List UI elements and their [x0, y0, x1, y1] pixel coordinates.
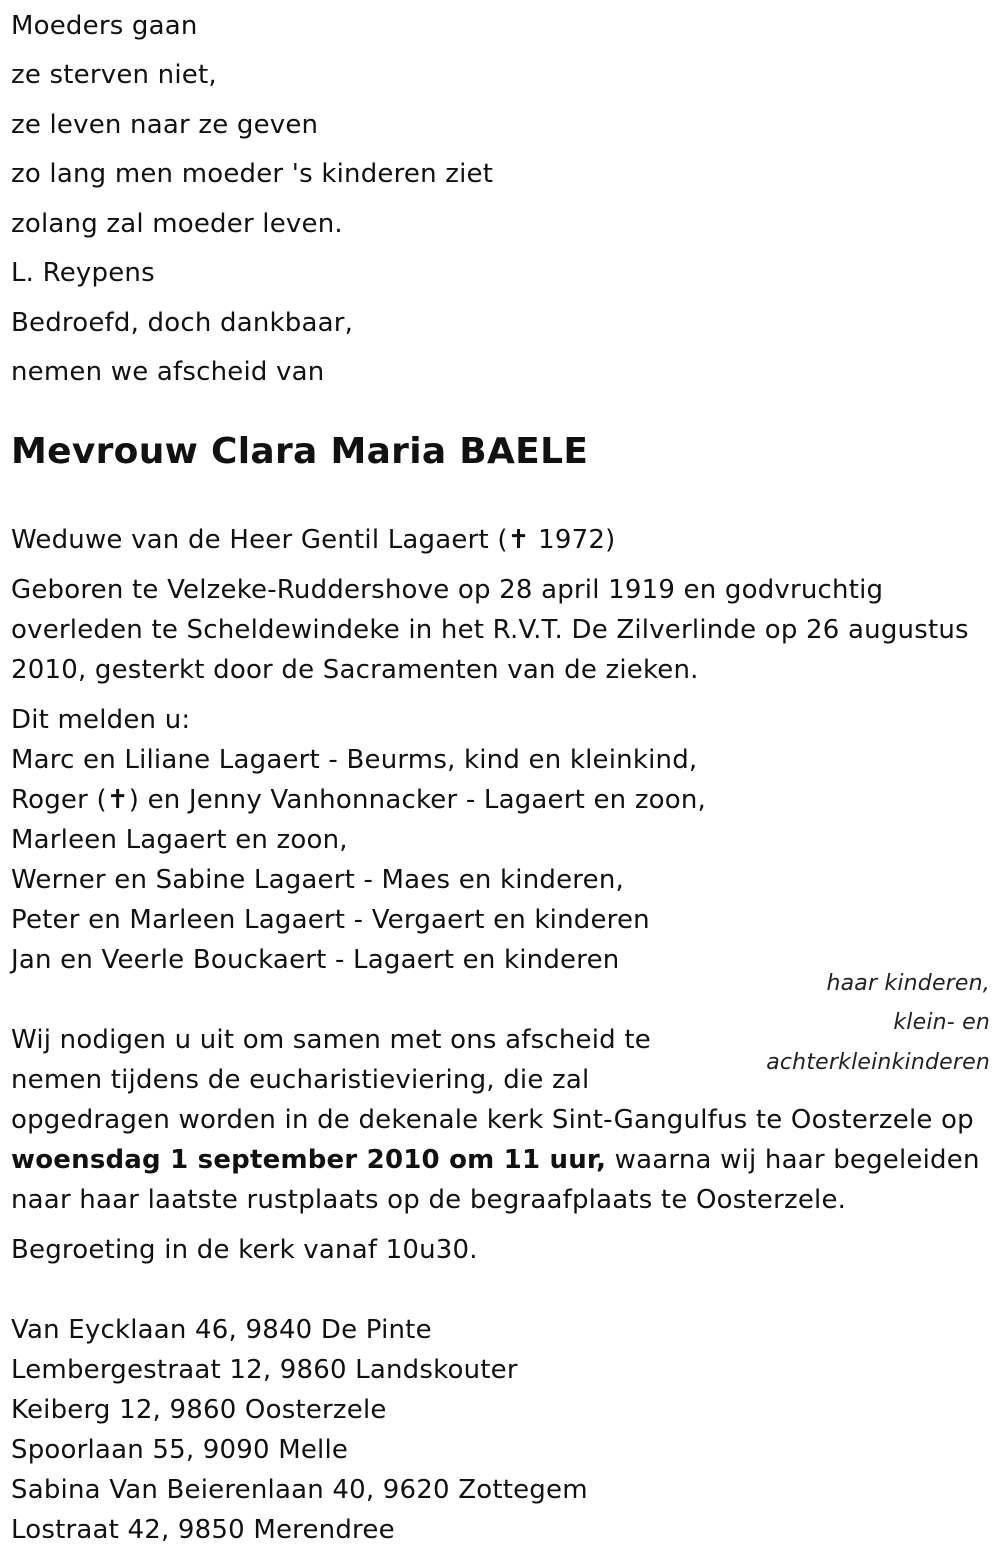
poem-author: L. Reypens — [11, 258, 155, 288]
invitation-line-rest: waarna wij haar begeleiden — [606, 1145, 980, 1175]
invitation-line: opgedragen worden in de dekenale kerk Sint-Gangulfus te Oosterzele op — [11, 1105, 974, 1135]
signature-line: klein- en — [893, 1010, 990, 1035]
invitation-line: Wij nodigen u uit om samen met ons afscheid te — [11, 1025, 651, 1055]
intro-line: nemen we afscheid van — [11, 357, 325, 387]
address-line: Lembergestraat 12, 9860 Landskouter — [11, 1355, 518, 1385]
address-line: Keiberg 12, 9860 Oosterzele — [11, 1395, 387, 1425]
birth-death-line: overleden te Scheldewindeke in het R.V.T. De Zilverlinde op 26 augustus — [11, 615, 969, 645]
ceremony-date: woensdag 1 september 2010 om 11 uur, — [11, 1145, 607, 1175]
announcers-intro: Dit melden u: — [11, 705, 191, 735]
announcer-line: Jan en Veerle Bouckaert - Lagaert en kinderen — [11, 945, 620, 975]
announcer-line: Marc en Liliane Lagaert - Beurms, kind en kleinkind, — [11, 745, 698, 775]
invitation-line: naar haar laatste rustplaats op de begraafplaats te Oosterzele. — [11, 1185, 847, 1215]
signature-line: haar kinderen, — [826, 971, 990, 996]
poem-line: ze leven naar ze geven — [11, 110, 319, 140]
widow-line: Weduwe van de Heer Gentil Lagaert (✝ 1972) — [11, 525, 616, 555]
address-line: Sabina Van Beierenlaan 40, 9620 Zottegem — [11, 1475, 588, 1505]
announcer-line: Roger (✝) en Jenny Vanhonnacker - Lagaert en zoon, — [11, 785, 707, 815]
address-line: Van Eycklaan 46, 9840 De Pinte — [11, 1315, 432, 1345]
poem-line: zo lang men moeder 's kinderen ziet — [11, 159, 494, 189]
address-line: Lostraat 42, 9850 Merendree — [11, 1515, 395, 1545]
signature-line: achterkleinkinderen — [766, 1050, 990, 1075]
deceased-name: Mevrouw Clara Maria BAELE — [11, 431, 589, 472]
birth-death-line: 2010, gesterkt door de Sacramenten van de zieken. — [11, 655, 699, 685]
invitation-date-line — [11, 1143, 980, 1177]
birth-death-line: Geboren te Velzeke-Ruddershove op 28 april 1919 en godvruchtig — [11, 575, 884, 605]
greeting-line: Begroeting in de kerk vanaf 10u30. — [11, 1235, 478, 1265]
poem-line: Moeders gaan — [11, 11, 198, 41]
announcer-line: Marleen Lagaert en zoon, — [11, 825, 348, 855]
announcer-line: Peter en Marleen Lagaert - Vergaert en kinderen — [11, 905, 650, 935]
announcer-line: Werner en Sabine Lagaert - Maes en kinderen, — [11, 865, 624, 895]
invitation-line: nemen tijdens de eucharistieviering, die zal — [11, 1065, 590, 1095]
poem-line: zolang zal moeder leven. — [11, 209, 343, 239]
address-line: Spoorlaan 55, 9090 Melle — [11, 1435, 349, 1465]
intro-line: Bedroefd, doch dankbaar, — [11, 308, 354, 338]
poem-line: ze sterven niet, — [11, 60, 217, 90]
